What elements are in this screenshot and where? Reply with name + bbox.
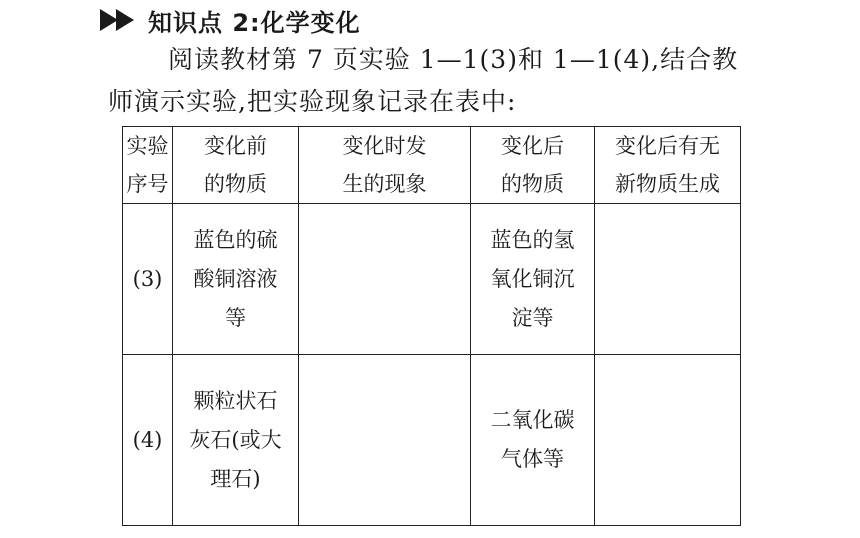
header-new-substance: 变化后有无 新物质生成 <box>595 127 741 204</box>
table-row <box>123 355 741 526</box>
header-after-substance: 变化后 的物质 <box>471 127 595 204</box>
experiment-record-table <box>122 126 741 526</box>
cell-experiment-id: (4) <box>123 355 173 526</box>
section-heading <box>100 2 361 38</box>
header-before-substance: 变化前 的物质 <box>173 127 299 204</box>
cell-new-substance <box>595 204 741 355</box>
cell-experiment-id: (3) <box>123 204 173 355</box>
table-header-row <box>123 127 741 204</box>
cell-before-substance: 颗粒状石 灰石(或大 理石) <box>173 355 299 526</box>
cell-after-substance: 二氧化碳 气体等 <box>471 355 595 526</box>
cell-before-substance: 蓝色的硫 酸铜溶液 等 <box>173 204 299 355</box>
header-phenomenon: 变化时发 生的现象 <box>299 127 471 204</box>
double-arrow-icon <box>100 7 142 33</box>
header-experiment-id: 实验 序号 <box>123 127 173 204</box>
table-row <box>123 204 741 355</box>
cell-phenomenon <box>299 204 471 355</box>
cell-after-substance: 蓝色的氢 氧化铜沉 淀等 <box>471 204 595 355</box>
instruction-line-2: 师演示实验,把实验现象记录在表中: <box>108 87 517 116</box>
instruction-line-1: 阅读教材第 7 页实验 1—1(3)和 1—1(4),结合教 <box>168 45 739 74</box>
cell-phenomenon <box>299 355 471 526</box>
section-title: 知识点 2:化学变化 <box>148 8 361 37</box>
cell-new-substance <box>595 355 741 526</box>
